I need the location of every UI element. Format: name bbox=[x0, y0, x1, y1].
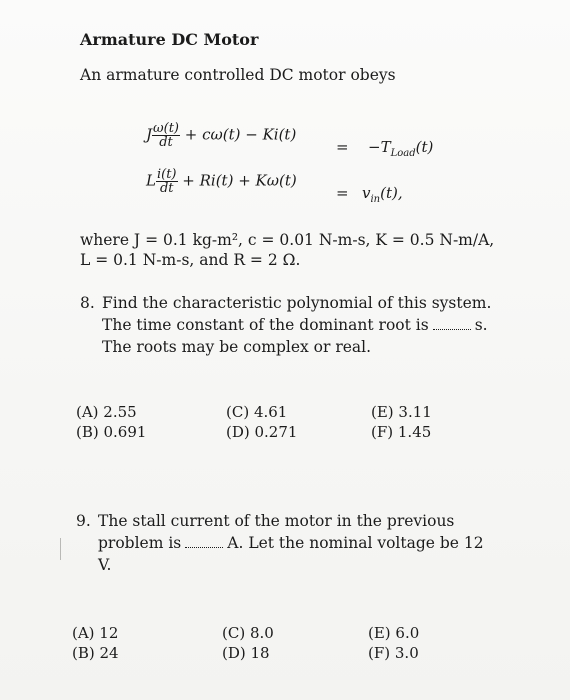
margin-mark bbox=[60, 538, 61, 560]
eq2-rhs-tail: (t), bbox=[380, 184, 403, 202]
eq1-rhs-main: −T bbox=[368, 138, 391, 156]
q9-answer-blank bbox=[185, 539, 223, 548]
eq2-denominator: dt bbox=[159, 181, 174, 196]
q8-line-2-pre: The time constant of the dominant root is bbox=[102, 316, 429, 334]
eq1-rhs-sub: Load bbox=[390, 148, 416, 159]
eq2-fraction bbox=[156, 168, 178, 195]
eq2-equals: = bbox=[336, 184, 349, 202]
q9-line-2-post: A. Let the nominal voltage be 12 bbox=[227, 534, 484, 552]
parameter-definitions: where J = 0.1 kg-m², c = 0.01 N-m-s, K = 0.5 N-m/A, L = 0.1 N-m-s, and R = 2 Ω. bbox=[80, 231, 495, 269]
q9-number: 9. bbox=[76, 512, 91, 530]
eq2-rhs-sub: in bbox=[370, 194, 381, 205]
q8-line-1: Find the characteristic polynomial of this system. bbox=[102, 294, 492, 312]
q8-answer-blank bbox=[433, 321, 471, 330]
eq1-numerator: ω(t) bbox=[153, 121, 179, 136]
eq2-lead: L bbox=[146, 171, 156, 190]
eq1-denominator: dt bbox=[159, 135, 173, 150]
q9-option-e: (E) 6.0 bbox=[368, 624, 420, 642]
q8-option-b: (B) 0.691 bbox=[76, 423, 147, 441]
q8-line-2 bbox=[102, 315, 488, 335]
document-title: Armature DC Motor bbox=[80, 30, 259, 49]
q8-line-3: The roots may be complex or real. bbox=[102, 338, 372, 356]
q8-line-2-post: s. bbox=[474, 316, 488, 334]
eq1-fraction bbox=[152, 122, 180, 149]
q9-option-c: (C) 8.0 bbox=[222, 624, 274, 642]
q9-option-a: (A) 12 bbox=[72, 624, 119, 642]
equation-2 bbox=[146, 168, 297, 195]
q8-option-d: (D) 0.271 bbox=[226, 423, 298, 441]
q8-option-e: (E) 3.11 bbox=[371, 403, 432, 421]
q9-option-f: (F) 3.0 bbox=[368, 644, 419, 662]
eq1-rhs bbox=[368, 138, 433, 159]
q9-line-2 bbox=[98, 533, 484, 553]
intro-text: An armature controlled DC motor obeys bbox=[80, 66, 396, 84]
eq2-rhs bbox=[362, 184, 403, 205]
eq1-lead: J bbox=[146, 125, 153, 144]
eq1-rest: + cω(t) − Ki(t) bbox=[184, 125, 297, 144]
q8-option-c: (C) 4.61 bbox=[226, 403, 288, 421]
q9-line-1: The stall current of the motor in the previous bbox=[98, 512, 455, 530]
q8-option-a: (A) 2.55 bbox=[76, 403, 137, 421]
q8-option-f: (F) 1.45 bbox=[371, 423, 432, 441]
q9-option-d: (D) 18 bbox=[222, 644, 270, 662]
q9-line-3: V. bbox=[98, 556, 112, 574]
eq1-rhs-tail: (t) bbox=[415, 138, 434, 156]
eq1-equals: = bbox=[336, 138, 349, 156]
equation-1 bbox=[146, 122, 296, 149]
eq2-rhs-main: v bbox=[362, 184, 371, 202]
q8-number: 8. bbox=[80, 294, 95, 312]
q9-option-b: (B) 24 bbox=[72, 644, 119, 662]
q9-line-2-pre: problem is bbox=[98, 534, 182, 552]
eq2-rest: + Ri(t) + Kω(t) bbox=[182, 171, 297, 190]
eq2-numerator: i(t) bbox=[156, 167, 177, 182]
